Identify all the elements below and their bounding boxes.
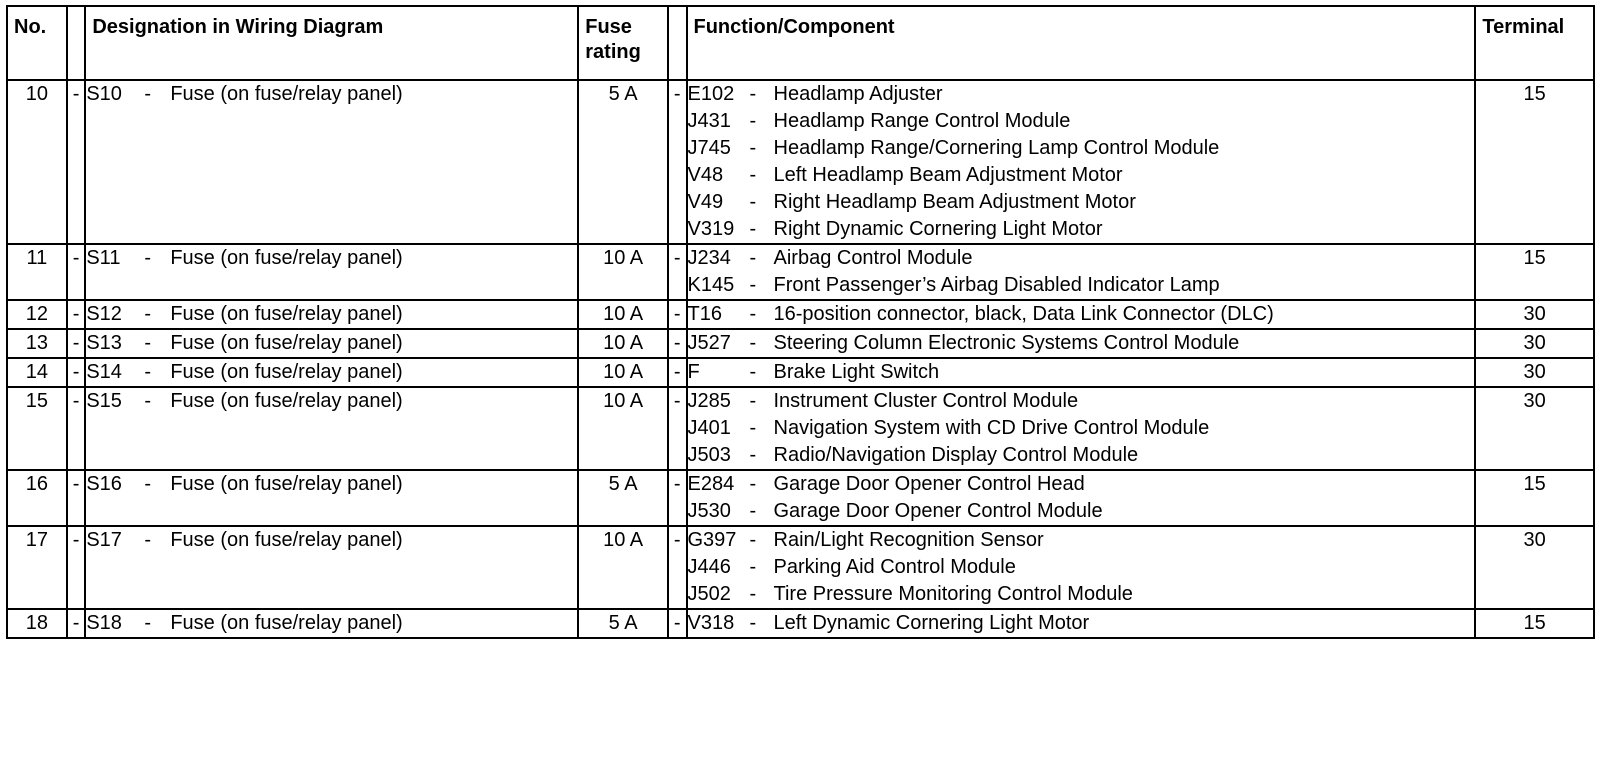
component-name: Right Dynamic Cornering Light Motor	[773, 218, 1103, 240]
component-line	[688, 498, 1475, 525]
component-dash: -	[749, 556, 757, 578]
component-code: J431	[687, 110, 731, 132]
separator-dash: -	[668, 526, 687, 609]
separator-dash: -	[67, 244, 86, 300]
component-name: Headlamp Range Control Module	[773, 110, 1071, 132]
designation-cell	[85, 358, 578, 387]
component-code: E284	[687, 473, 735, 495]
function-cell	[687, 609, 1476, 638]
table-row	[7, 526, 1594, 609]
function-cell	[687, 526, 1476, 609]
designation-cell	[85, 526, 578, 609]
terminal-value: 30	[1475, 329, 1594, 358]
designation-code: S15	[86, 390, 122, 412]
designation-text: Fuse (on fuse/relay panel)	[170, 390, 403, 412]
table-row	[7, 358, 1594, 387]
function-cell	[687, 300, 1476, 329]
fuse-number: 10	[7, 80, 67, 244]
separator-dash: -	[668, 609, 687, 638]
function-cell	[687, 470, 1476, 526]
fuse-rating: 10 A	[578, 329, 668, 358]
designation-text: Fuse (on fuse/relay panel)	[170, 529, 403, 551]
component-name: Tire Pressure Monitoring Control Module	[773, 583, 1133, 605]
table-body	[7, 80, 1594, 638]
component-line	[688, 81, 1475, 108]
designation-cell	[85, 387, 578, 470]
terminal-value: 15	[1475, 609, 1594, 638]
component-code: J234	[687, 247, 731, 269]
terminal-value: 30	[1475, 387, 1594, 470]
fuse-rating: 10 A	[578, 244, 668, 300]
terminal-value: 30	[1475, 526, 1594, 609]
header-no: No.	[7, 6, 67, 80]
component-line	[688, 189, 1475, 216]
designation-code: S10	[86, 83, 122, 105]
component-name: Rain/Light Recognition Sensor	[773, 529, 1044, 551]
designation-cell	[85, 300, 578, 329]
component-code: V49	[687, 191, 724, 213]
separator-dash: -	[67, 80, 86, 244]
separator-dash: -	[668, 387, 687, 470]
fuse-number: 18	[7, 609, 67, 638]
component-dash: -	[749, 303, 757, 325]
component-line	[688, 610, 1475, 637]
component-code: V48	[687, 164, 724, 186]
header-fuse-rating-line2: rating	[585, 41, 641, 63]
component-name: Front Passenger’s Airbag Disabled Indicator Lamp	[773, 274, 1220, 296]
fuse-number: 17	[7, 526, 67, 609]
component-dash: -	[749, 218, 757, 240]
component-name: Brake Light Switch	[773, 361, 940, 383]
table-row	[7, 470, 1594, 526]
header-separator-2	[668, 6, 687, 80]
separator-dash: -	[67, 526, 86, 609]
table-row	[7, 244, 1594, 300]
designation-code: S18	[86, 612, 122, 634]
designation-code: S12	[86, 303, 122, 325]
component-name: Headlamp Adjuster	[773, 83, 943, 105]
component-name: Radio/Navigation Display Control Module	[773, 444, 1139, 466]
component-dash: -	[749, 164, 757, 186]
separator-dash: -	[668, 358, 687, 387]
component-line	[688, 527, 1475, 554]
header-function: Function/Component	[687, 6, 1476, 80]
separator-dash: -	[67, 300, 86, 329]
designation-dash: -	[144, 529, 152, 551]
component-line	[688, 108, 1475, 135]
designation-code: S17	[86, 529, 122, 551]
fuse-rating: 10 A	[578, 387, 668, 470]
designation-dash: -	[144, 83, 152, 105]
table-row	[7, 300, 1594, 329]
component-code: T16	[687, 303, 722, 325]
fuse-number: 14	[7, 358, 67, 387]
terminal-value: 15	[1475, 80, 1594, 244]
designation-dash: -	[144, 303, 152, 325]
component-dash: -	[749, 500, 757, 522]
component-dash: -	[749, 110, 757, 132]
designation-code: S16	[86, 473, 122, 495]
fuse-number: 16	[7, 470, 67, 526]
component-line	[688, 135, 1475, 162]
designation-text: Fuse (on fuse/relay panel)	[170, 473, 403, 495]
component-line	[688, 301, 1475, 328]
component-code: J530	[687, 500, 731, 522]
fuse-table	[6, 5, 1595, 639]
fuse-number: 13	[7, 329, 67, 358]
component-line	[688, 330, 1475, 357]
designation-cell	[85, 80, 578, 244]
component-line	[688, 581, 1475, 608]
separator-dash: -	[67, 609, 86, 638]
separator-dash: -	[668, 329, 687, 358]
designation-code: S11	[86, 247, 121, 269]
header-row	[7, 6, 1594, 80]
component-dash: -	[749, 390, 757, 412]
component-dash: -	[749, 83, 757, 105]
component-name: Right Headlamp Beam Adjustment Motor	[773, 191, 1136, 213]
component-dash: -	[749, 612, 757, 634]
component-line	[688, 272, 1475, 299]
fuse-rating: 5 A	[578, 609, 668, 638]
designation-text: Fuse (on fuse/relay panel)	[170, 612, 403, 634]
designation-cell	[85, 244, 578, 300]
component-dash: -	[749, 583, 757, 605]
component-line	[688, 471, 1475, 498]
terminal-value: 30	[1475, 358, 1594, 387]
component-line	[688, 442, 1475, 469]
component-code: F	[687, 361, 700, 383]
component-name: Parking Aid Control Module	[773, 556, 1016, 578]
fuse-number: 12	[7, 300, 67, 329]
component-code: J285	[687, 390, 731, 412]
component-name: Instrument Cluster Control Module	[773, 390, 1079, 412]
component-name: Airbag Control Module	[773, 247, 973, 269]
designation-text: Fuse (on fuse/relay panel)	[170, 332, 403, 354]
component-name: Left Dynamic Cornering Light Motor	[773, 612, 1090, 634]
separator-dash: -	[668, 300, 687, 329]
component-dash: -	[749, 274, 757, 296]
component-name: Left Headlamp Beam Adjustment Motor	[773, 164, 1123, 186]
terminal-value: 15	[1475, 470, 1594, 526]
component-line	[688, 216, 1475, 243]
designation-dash: -	[144, 247, 152, 269]
terminal-value: 30	[1475, 300, 1594, 329]
component-code: J401	[687, 417, 731, 439]
table-row	[7, 609, 1594, 638]
component-dash: -	[749, 473, 757, 495]
designation-code: S14	[86, 361, 122, 383]
separator-dash: -	[668, 470, 687, 526]
component-code: E102	[687, 83, 735, 105]
component-line	[688, 162, 1475, 189]
function-cell	[687, 387, 1476, 470]
designation-dash: -	[144, 473, 152, 495]
component-line	[688, 359, 1475, 386]
fuse-rating: 10 A	[578, 526, 668, 609]
designation-dash: -	[144, 361, 152, 383]
function-cell	[687, 244, 1476, 300]
component-name: 16-position connector, black, Data Link Connector (DLC)	[773, 303, 1274, 325]
component-dash: -	[749, 137, 757, 159]
designation-dash: -	[144, 612, 152, 634]
component-code: J527	[687, 332, 731, 354]
component-dash: -	[749, 444, 757, 466]
table-row	[7, 80, 1594, 244]
header-fuse-rating-line1: Fuse	[585, 16, 632, 38]
component-name: Navigation System with CD Drive Control Module	[773, 417, 1210, 439]
component-dash: -	[749, 332, 757, 354]
component-dash: -	[749, 361, 757, 383]
designation-text: Fuse (on fuse/relay panel)	[170, 361, 403, 383]
component-code: J503	[687, 444, 731, 466]
separator-dash: -	[67, 329, 86, 358]
component-code: K145	[687, 274, 735, 296]
designation-dash: -	[144, 332, 152, 354]
designation-cell	[85, 329, 578, 358]
component-code: V318	[687, 612, 735, 634]
fuse-rating: 10 A	[578, 300, 668, 329]
separator-dash: -	[668, 244, 687, 300]
fuse-number: 15	[7, 387, 67, 470]
designation-text: Fuse (on fuse/relay panel)	[170, 247, 403, 269]
component-name: Steering Column Electronic Systems Control Module	[773, 332, 1240, 354]
component-dash: -	[749, 529, 757, 551]
component-line	[688, 388, 1475, 415]
designation-text: Fuse (on fuse/relay panel)	[170, 83, 403, 105]
header-terminal: Terminal	[1475, 6, 1594, 80]
component-dash: -	[749, 191, 757, 213]
function-cell	[687, 80, 1476, 244]
component-code: J502	[687, 583, 731, 605]
component-name: Garage Door Opener Control Head	[773, 473, 1085, 495]
component-code: G397	[687, 529, 737, 551]
function-cell	[687, 358, 1476, 387]
designation-text: Fuse (on fuse/relay panel)	[170, 303, 403, 325]
function-cell	[687, 329, 1476, 358]
designation-code: S13	[86, 332, 122, 354]
component-code: J745	[687, 137, 731, 159]
separator-dash: -	[67, 387, 86, 470]
component-dash: -	[749, 247, 757, 269]
component-name: Headlamp Range/Cornering Lamp Control Module	[773, 137, 1220, 159]
fuse-rating: 10 A	[578, 358, 668, 387]
header-fuse-rating	[578, 6, 668, 80]
separator-dash: -	[67, 358, 86, 387]
component-line	[688, 245, 1475, 272]
component-code: J446	[687, 556, 731, 578]
table-row	[7, 329, 1594, 358]
separator-dash: -	[67, 470, 86, 526]
table-row	[7, 387, 1594, 470]
fuse-rating: 5 A	[578, 80, 668, 244]
designation-dash: -	[144, 390, 152, 412]
component-dash: -	[749, 417, 757, 439]
fuse-number: 11	[7, 244, 67, 300]
designation-cell	[85, 609, 578, 638]
terminal-value: 15	[1475, 244, 1594, 300]
fuse-rating: 5 A	[578, 470, 668, 526]
component-line	[688, 415, 1475, 442]
component-line	[688, 554, 1475, 581]
designation-cell	[85, 470, 578, 526]
header-separator-1	[67, 6, 86, 80]
component-code: V319	[687, 218, 735, 240]
component-name: Garage Door Opener Control Module	[773, 500, 1103, 522]
separator-dash: -	[668, 80, 687, 244]
header-designation: Designation in Wiring Diagram	[85, 6, 578, 80]
